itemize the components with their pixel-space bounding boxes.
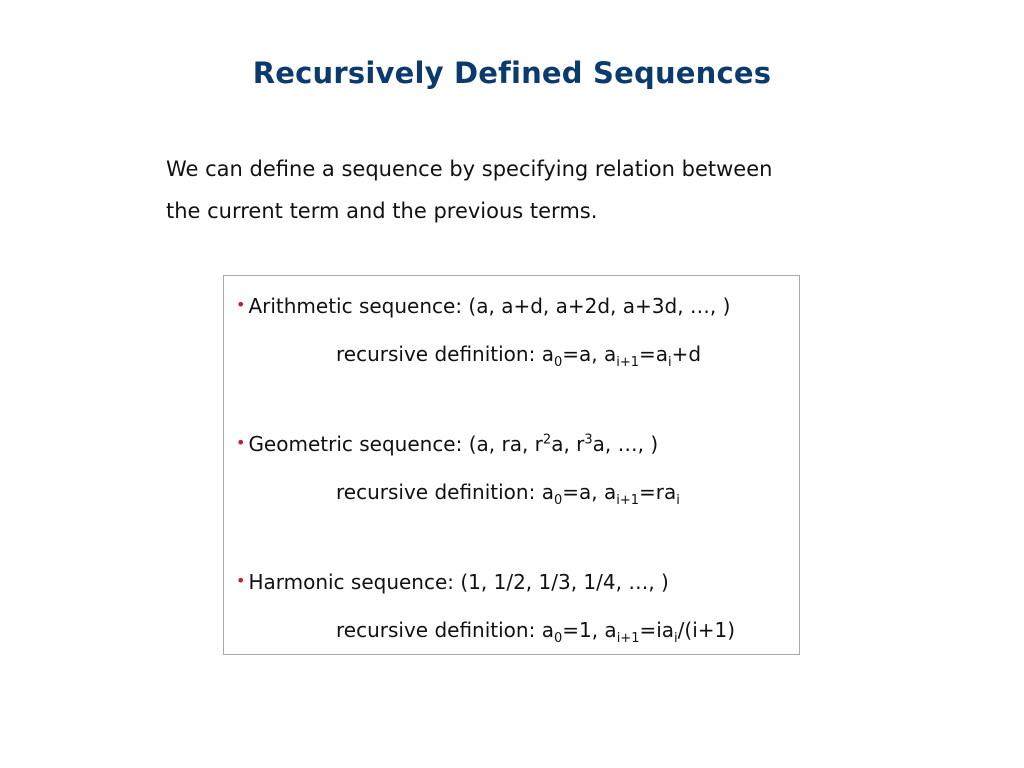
definition-text: /(i+1)	[677, 618, 736, 642]
bullet-icon: •	[236, 571, 246, 590]
definition-text: =ia	[639, 618, 675, 642]
definition-text: =ra	[639, 480, 677, 504]
superscript: 2	[542, 432, 552, 448]
subscript: i	[676, 493, 680, 508]
subscript: 0	[553, 631, 563, 646]
subscript: 0	[553, 355, 563, 370]
subscript: i+1	[616, 631, 640, 646]
arithmetic-sequence-label: Arithmetic sequence: (a, a+d, a+2d, a+3d, …, )	[248, 294, 731, 318]
superscript: 3	[584, 432, 593, 448]
bullet-icon: •	[236, 295, 246, 314]
harmonic-sequence-label: Harmonic sequence: (1, 1/2, 1/3, 1/4, …, )	[248, 570, 669, 594]
definition-text: recursive definition: a	[336, 618, 554, 642]
intro-line-1: We can define a sequence by specifying relation between	[166, 157, 773, 181]
arithmetic-recursive-definition	[336, 340, 701, 368]
definition-text: =a, a	[562, 480, 617, 504]
subscript: i	[668, 355, 672, 370]
definition-text: recursive definition: a	[336, 342, 554, 366]
label-text: a, r	[551, 432, 585, 456]
arithmetic-sequence-item	[236, 292, 796, 322]
geometric-sequence-label	[248, 432, 658, 456]
definition-text: recursive definition: a	[336, 480, 554, 504]
definition-text: +d	[671, 342, 702, 366]
bullet-icon: •	[236, 433, 246, 452]
definition-text: =a	[639, 342, 669, 366]
intro-text	[166, 148, 866, 232]
geometric-recursive-definition	[336, 478, 680, 506]
harmonic-sequence-item	[236, 568, 796, 598]
definition-text: =a, a	[562, 342, 617, 366]
slide-title: Recursively Defined Sequences	[252, 56, 772, 90]
subscript: i	[674, 631, 678, 646]
geometric-sequence-item	[236, 430, 796, 460]
subscript: i+1	[616, 493, 639, 508]
sequences-box	[223, 275, 800, 655]
intro-line-2: the current term and the previous terms.	[166, 199, 598, 223]
label-text: a, …, )	[592, 432, 659, 456]
subscript: i+1	[616, 355, 639, 370]
definition-text: =1, a	[562, 618, 617, 642]
subscript: 0	[553, 493, 563, 508]
harmonic-recursive-definition	[336, 616, 735, 644]
label-text: Geometric sequence: (a, ra, r	[248, 432, 543, 456]
